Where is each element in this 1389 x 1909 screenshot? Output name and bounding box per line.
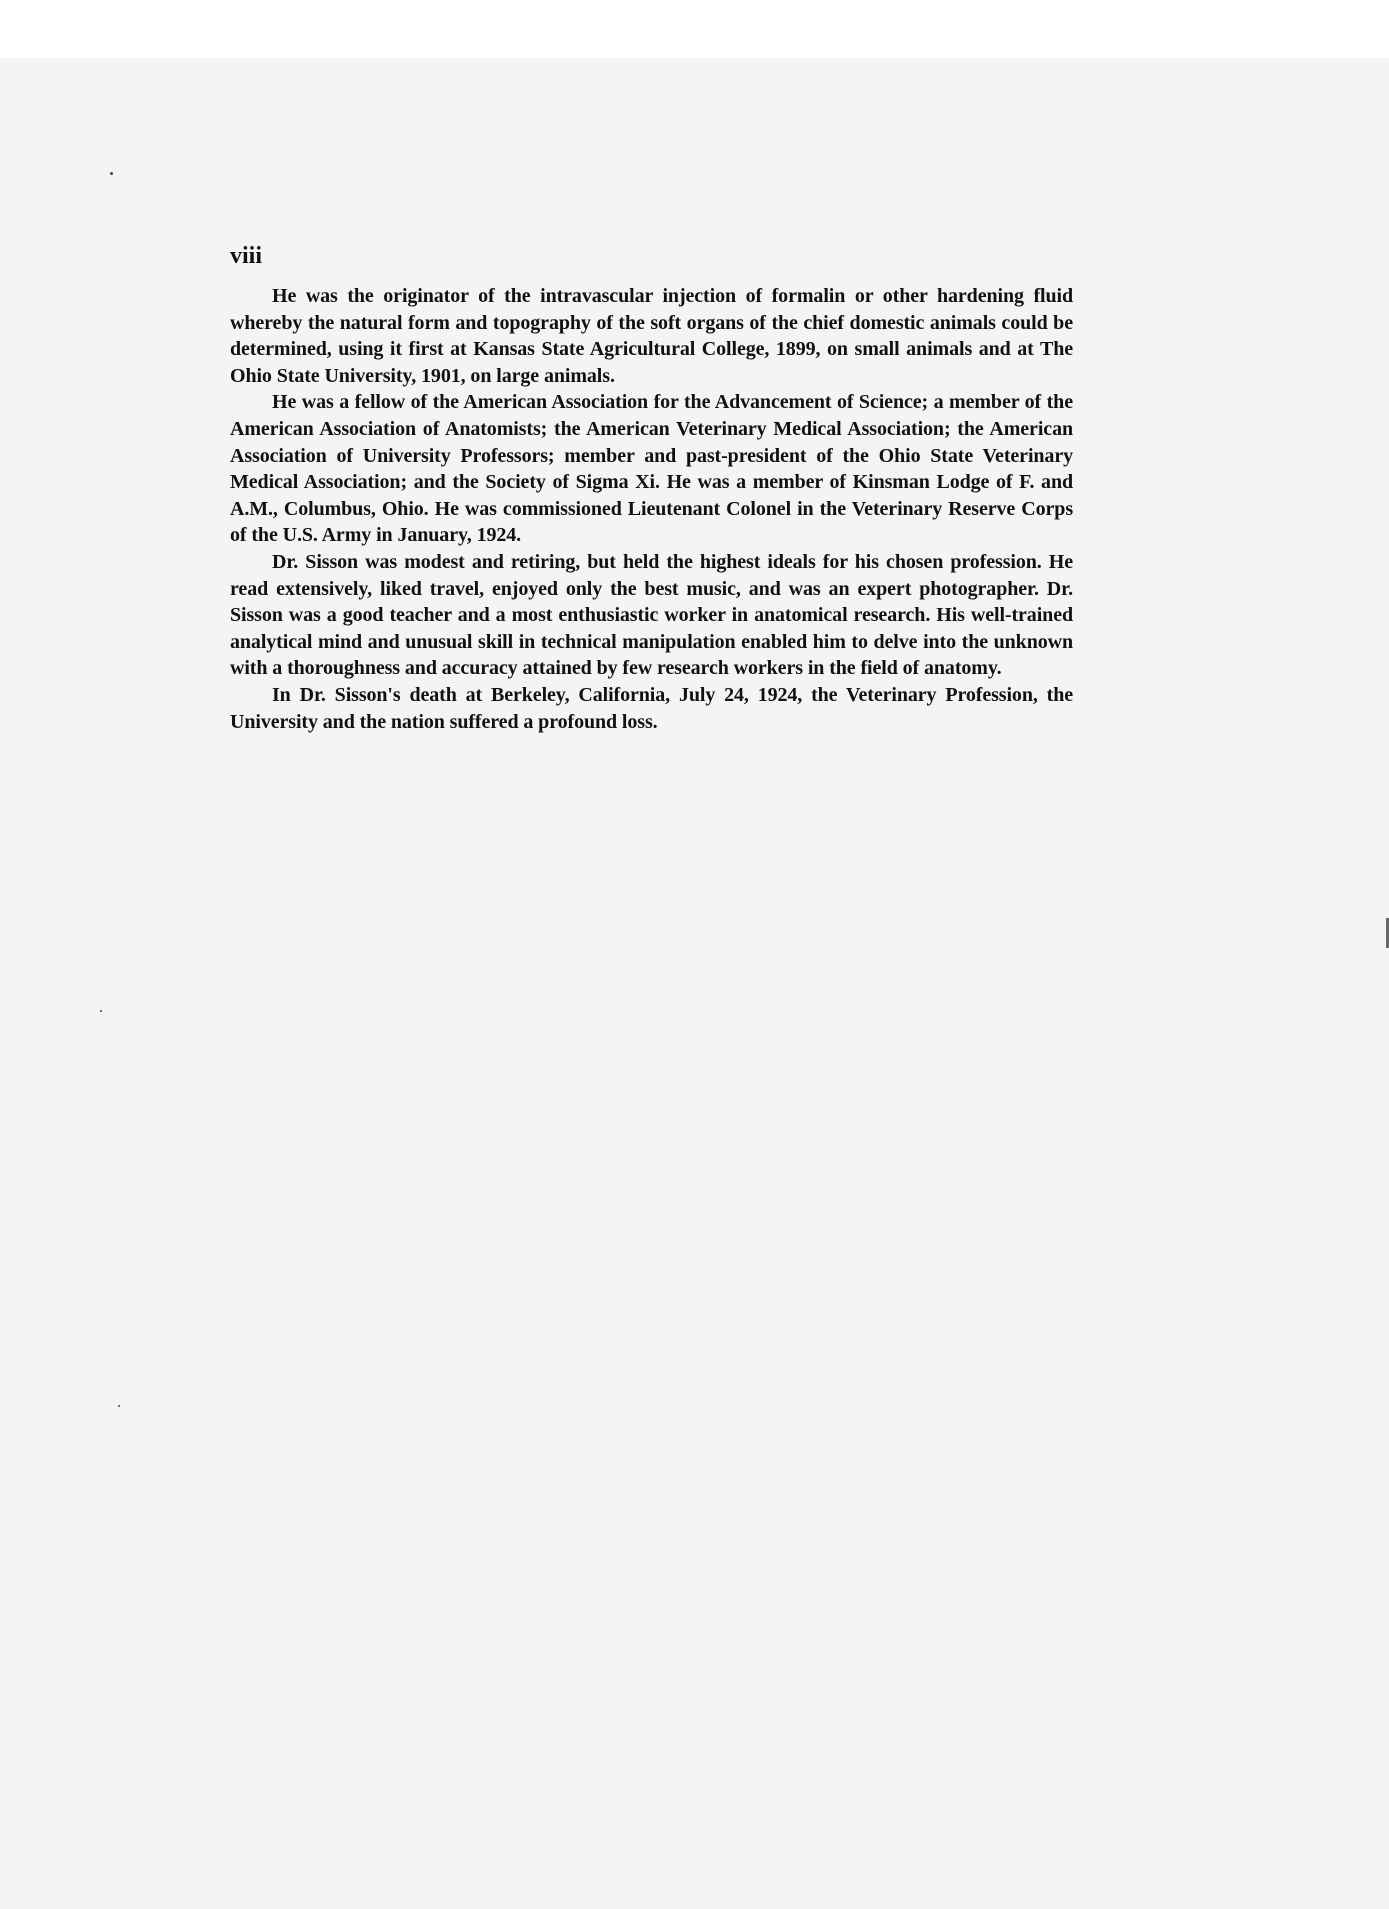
dust-speck	[110, 172, 113, 175]
page-number: viii	[230, 243, 263, 269]
dust-speck	[118, 1405, 120, 1407]
dust-speck	[100, 1010, 102, 1012]
paragraph-death: In Dr. Sisson's death at Berkeley, California, July 24, 1924, the Veterinary Profession, the University and the nation suffered a profound loss.	[230, 683, 1073, 733]
paragraph-character: Dr. Sisson was modest and retiring, but held the highest ideals for his chosen profession. He read extensively, liked travel, enjoyed only the best music, and was an expert photographer. Dr. Sisson was a good teacher and a most enthusiastic worker in anatomical research. His well-trained analytical mind and unusual skill in technical manipulation enabled him to delve into the unknown with a thoroughness and accuracy attained by few research workers in the field of anatomy.	[230, 550, 1073, 680]
paragraph-injection-method: He was the originator of the intravascular injection of formalin or other hardening fluid whereby the natural form and topography of the soft organs of the chief domestic animals could be determined, using it first at Kansas State Agricultural College, 1899, on small animals and at The Ohio State University, 1901, on large animals.	[230, 285, 1073, 387]
paragraph-memberships: He was a fellow of the American Association for the Advancement of Science; a member of the American Association of Anatomists; the American Veterinary Medical Association; the American Association of University Professors; member and past-president of the Ohio State Veterinary Medical Association; and the Society of Sigma Xi. He was a member of Kinsman Lodge of F. and A.M., Columbus, Ohio. He was commissioned Lieutenant Colonel in the Veterinary Reserve Corps of the U.S. Army in January, 1924.	[230, 391, 1073, 547]
top-margin	[0, 0, 1389, 58]
body-text	[230, 283, 1073, 735]
